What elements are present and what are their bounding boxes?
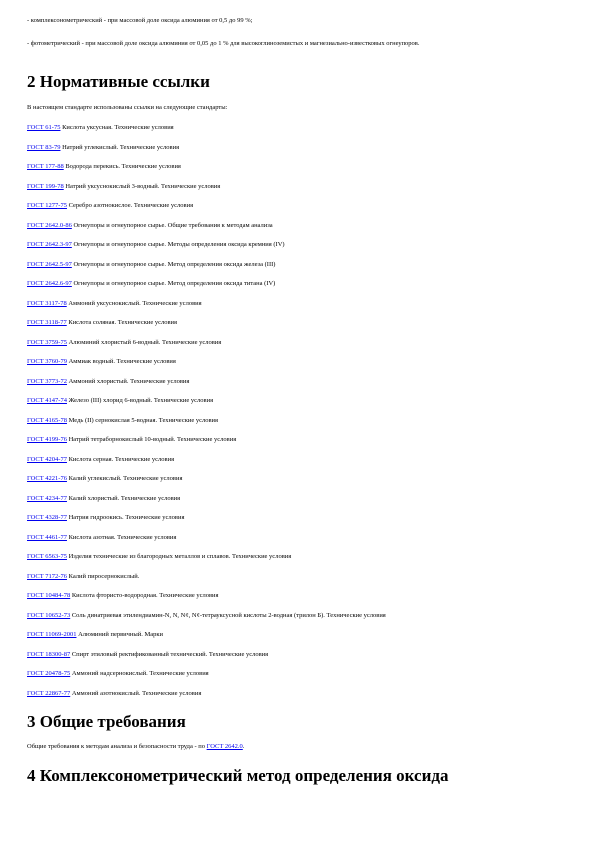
reference-item bbox=[27, 436, 386, 456]
gost-link[interactable]: ГОСТ 11069-2001 bbox=[27, 631, 77, 638]
gost-link[interactable]: ГОСТ 4204-77 bbox=[27, 455, 67, 463]
gost-link[interactable]: ГОСТ 4199-76 bbox=[27, 436, 67, 443]
reference-item bbox=[27, 534, 386, 554]
reference-title: Водорода перекись. Технические условия bbox=[63, 163, 181, 170]
reference-item bbox=[27, 261, 386, 281]
reference-title: Натрий уксуснокислый 3-водный. Технические условия bbox=[63, 182, 221, 190]
reference-title: Аммоний надсернокислый. Технические условия bbox=[70, 670, 209, 677]
reference-item bbox=[27, 495, 386, 515]
gost-link[interactable]: ГОСТ 10484-78 bbox=[27, 592, 71, 599]
gost-link[interactable]: ГОСТ 4165-78 bbox=[27, 416, 67, 424]
gost-link[interactable]: ГОСТ 61-75 bbox=[27, 124, 61, 131]
gost-link[interactable]: ГОСТ 83-79 bbox=[27, 143, 61, 151]
reference-title: Железо (III) хлорид 6-водный. Технические условия bbox=[66, 397, 214, 404]
reference-title: Кислота уксусная. Технические условия bbox=[60, 124, 174, 131]
reference-title: Серебро азотнокислое. Технические условия bbox=[66, 202, 194, 209]
general-text-before: Общие требования к методам анализа и безопасности труда - по bbox=[27, 743, 207, 750]
reference-item bbox=[27, 631, 386, 651]
reference-title: Натрия гидроокись. Технические условия bbox=[66, 514, 185, 521]
section-heading-method: 4 Комплексонометрический метод определения оксида bbox=[27, 766, 449, 785]
reference-title: Огнеупоры и огнеупорное сырье. Метод определения оксида титана (IV) bbox=[71, 280, 276, 287]
reference-title: Огнеупоры и огнеупорное сырье. Методы определения оксида кремния (IV) bbox=[71, 241, 285, 248]
reference-item bbox=[27, 456, 386, 476]
reference-title: Соль динатриевая этилендиамин-N, N, N¢, N¢-тетрауксусной кислоты 2-водная (трилон Б). Технические условия bbox=[70, 611, 386, 619]
reference-item bbox=[27, 417, 386, 437]
reference-item bbox=[27, 475, 386, 495]
reference-item bbox=[27, 300, 386, 320]
reference-item bbox=[27, 690, 386, 710]
reference-item bbox=[27, 144, 386, 164]
gost-link[interactable]: ГОСТ 3773-72 bbox=[27, 377, 67, 385]
reference-item bbox=[27, 222, 386, 242]
reference-item bbox=[27, 670, 386, 690]
reference-item bbox=[27, 553, 386, 573]
reference-title: Аммоний уксуснокислый. Технические условия bbox=[66, 299, 202, 307]
reference-title: Калий хлористый. Технические условия bbox=[66, 494, 181, 502]
reference-title: Калий пиросернокислый. bbox=[66, 572, 140, 580]
reference-item bbox=[27, 514, 386, 534]
reference-title: Аммоний хлористый. Технические условия bbox=[66, 377, 190, 385]
gost-link[interactable]: ГОСТ 20478-75 bbox=[27, 670, 71, 677]
reference-title: Натрий углекислый. Технические условия bbox=[60, 143, 180, 151]
reference-item bbox=[27, 280, 386, 300]
reference-item bbox=[27, 651, 386, 671]
gost-link[interactable]: ГОСТ 10652-73 bbox=[27, 611, 71, 619]
gost-link[interactable]: ГОСТ 177-88 bbox=[27, 163, 64, 170]
reference-item bbox=[27, 612, 386, 632]
gost-link[interactable]: ГОСТ 3118-77 bbox=[27, 319, 67, 326]
reference-item bbox=[27, 397, 386, 417]
gost-link[interactable]: ГОСТ 2642.6-97 bbox=[27, 280, 72, 287]
gost-link[interactable]: ГОСТ 4147-74 bbox=[27, 397, 67, 404]
section-heading-references: 2 Нормативные ссылки bbox=[27, 72, 210, 91]
general-text-after: . bbox=[242, 743, 245, 750]
gost-link[interactable]: ГОСТ 7172-76 bbox=[27, 572, 67, 580]
references-intro: В настоящем стандарте использованы ссылки на следующие стандарты: bbox=[27, 104, 228, 111]
gost-link[interactable]: ГОСТ 3759-75 bbox=[27, 338, 67, 346]
gost-link[interactable]: ГОСТ 6563-75 bbox=[27, 553, 67, 560]
intro-line-1: - комплексонометрический - при массовой доле оксида алюминия от 0,5 до 99 %; bbox=[27, 17, 253, 24]
gost-link[interactable]: ГОСТ 4234-77 bbox=[27, 494, 67, 502]
gost-link[interactable]: ГОСТ 22867-77 bbox=[27, 689, 71, 697]
reference-title: Кислота фтористо-водородная. Технические условия bbox=[70, 592, 219, 599]
reference-item bbox=[27, 573, 386, 593]
gost-link[interactable]: ГОСТ 3760-79 bbox=[27, 358, 67, 365]
gost-link[interactable]: ГОСТ 2642.5-97 bbox=[27, 260, 72, 268]
gost-link[interactable]: ГОСТ 3117-78 bbox=[27, 299, 67, 307]
reference-title: Огнеупоры и огнеупорное сырье. Общие требования к методам анализа bbox=[71, 221, 273, 229]
gost-link[interactable]: ГОСТ 2642.3-97 bbox=[27, 241, 72, 248]
reference-item bbox=[27, 183, 386, 203]
section-heading-general: 3 Общие требования bbox=[27, 712, 186, 731]
reference-title: Кислота азотная. Технические условия bbox=[66, 533, 177, 541]
reference-item bbox=[27, 202, 386, 222]
reference-item bbox=[27, 163, 386, 183]
reference-item bbox=[27, 592, 386, 612]
reference-title: Натрий тетраборнокислый 10-водный. Технические условия bbox=[66, 436, 237, 443]
reference-item bbox=[27, 241, 386, 261]
reference-title: Калий углекислый. Технические условия bbox=[66, 475, 183, 482]
reference-title: Алюминий первичный. Марки bbox=[76, 631, 164, 638]
intro-line-2: - фотометрический - при массовой доле оксида алюминия от 0,05 до 1 % для высокоглиноземистых и магнезиально-известковых огнеупоров. bbox=[27, 40, 420, 47]
reference-title: Медь (II) сернокислая 5-водная. Технические условия bbox=[66, 416, 219, 424]
reference-item bbox=[27, 124, 386, 144]
reference-title: Огнеупоры и огнеупорное сырье. Метод определения оксида железа (III) bbox=[71, 260, 276, 268]
gost-link[interactable]: ГОСТ 2642.0 bbox=[206, 743, 243, 750]
reference-item bbox=[27, 339, 386, 359]
reference-item bbox=[27, 319, 386, 339]
reference-title: Аммиак водный. Технические условия bbox=[66, 358, 176, 365]
gost-link[interactable]: ГОСТ 18300-87 bbox=[27, 650, 71, 658]
gost-link[interactable]: ГОСТ 2642.0-86 bbox=[27, 221, 72, 229]
reference-title: Аммоний азотнокислый. Технические условия bbox=[70, 689, 202, 697]
reference-title: Кислота серная. Технические условия bbox=[66, 455, 175, 463]
gost-link[interactable]: ГОСТ 1277-75 bbox=[27, 202, 67, 209]
reference-title: Изделия технические из благородных металлов и сплавов. Технические условия bbox=[66, 553, 292, 560]
reference-title: Алюминий хлористый 6-водный. Технические условия bbox=[66, 338, 222, 346]
general-requirements-text bbox=[27, 743, 244, 751]
gost-link[interactable]: ГОСТ 4221-76 bbox=[27, 475, 67, 482]
gost-link[interactable]: ГОСТ 4328-77 bbox=[27, 514, 67, 521]
gost-link[interactable]: ГОСТ 199-78 bbox=[27, 182, 64, 190]
gost-link[interactable]: ГОСТ 4461-77 bbox=[27, 533, 67, 541]
references-list bbox=[27, 124, 386, 709]
reference-title: Спирт этиловый ректификованный технический. Технические условия bbox=[70, 650, 269, 658]
reference-item bbox=[27, 378, 386, 398]
reference-title: Кислота соляная. Технические условия bbox=[66, 319, 178, 326]
reference-item bbox=[27, 358, 386, 378]
